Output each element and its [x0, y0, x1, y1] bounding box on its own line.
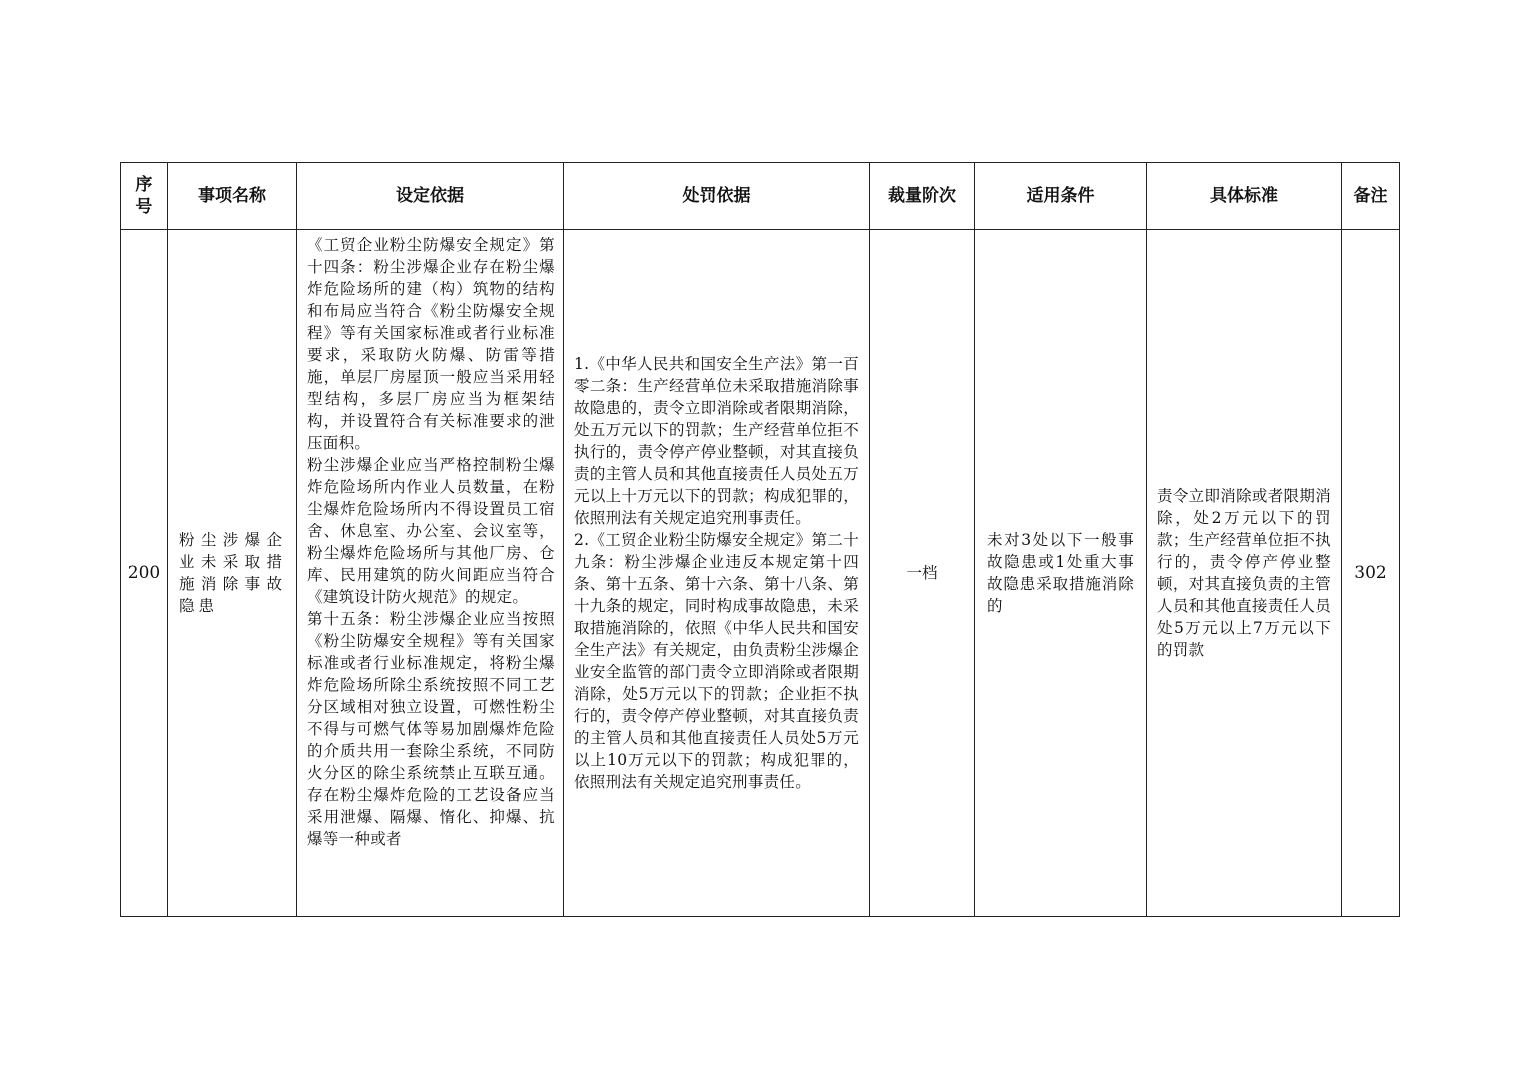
header-item-name: 事项名称 — [168, 163, 297, 230]
header-seq: 序 号 — [121, 163, 168, 230]
header-setting-basis: 设定依据 — [297, 163, 564, 230]
header-discretion-level: 裁量阶次 — [870, 163, 975, 230]
cell-penalty-basis — [564, 230, 870, 917]
regulation-table — [120, 162, 1400, 917]
table-header-row — [121, 163, 1400, 230]
setting-basis-text: 《工贸企业粉尘防爆安全规定》第十四条：粉尘涉爆企业存在粉尘爆炸危险场所的建（构）筑物的结构和布局应当符合《粉尘防爆安全规程》等有关国家标准或者行业标准要求，采取防火防爆、防雷等措施，单层厂房屋顶一般应当采用轻型结构，多层厂房应当为框架结构，并设置符合有关标准要求的泄压面积。 粉尘涉爆企业应当严格控制粉尘爆炸危险场所内作业人员数量，在粉尘爆炸危险场所内不得设置员工宿舍、休息室、办公室、会议室等，粉尘爆炸危险场所与其他厂房、仓库、民用建筑的防火间距应当符合《建筑设计防火规范》的规定。 第十五条：粉尘涉爆企业应当按照《粉尘防爆安全规程》等有关国家标准或者行业标准规定，将粉尘爆炸危险场所除尘系统按照不同工艺分区域相对独立设置，可燃性粉尘不得与可燃气体等易加剧爆炸危险的介质共用一套除尘系统，不同防火分区的除尘系统禁止互联互通。存在粉尘爆炸危险的工艺设备应当采用泄爆、隔爆、惰化、抑爆、抗爆等一种或者 — [307, 236, 555, 848]
applicable-conditions-text: 未对3处以下一般事故隐患或1处重大事故隐患采取措施消除的 — [987, 531, 1134, 615]
table-row — [121, 230, 1400, 917]
cell-item-name — [168, 230, 297, 917]
item-name-text: 粉尘涉爆企业未采取措施消除事故隐患 — [179, 531, 286, 615]
penalty-basis-text: 1.《中华人民共和国安全生产法》第一百零二条：生产经营单位未采取措施消除事故隐患的，责令立即消除或者限期消除，处五万元以下的罚款；生产经营单位拒不执行的，责令停产停业整顿，对其直接负责的主管人员和其他直接责任人员处五万元以上十万元以下的罚款；构成犯罪的，依照刑法有关规定追究刑事责任。 2.《工贸企业粉尘防爆安全规定》第二十九条：粉尘涉爆企业违反本规定第十四条、第十五条、第十六条、第十八条、第十九条的规定，同时构成事故隐患，未采取措施消除的，依照《中华人民共和国安全生产法》有关规定，由负责粉尘涉爆企业安全监管的部门责令立即消除或者限期消除，处5万元以下的罚款；企业拒不执行的，责令停产停业整顿，对其直接负责的主管人员和其他直接责任人员处5万元以上10万元以下的罚款；构成犯罪的，依照刑法有关规定追究刑事责任。 — [574, 355, 859, 791]
header-specific-standard: 具体标准 — [1147, 163, 1342, 230]
cell-discretion-level: 一档 — [870, 230, 975, 917]
header-remarks: 备注 — [1342, 163, 1400, 230]
header-penalty-basis: 处罚依据 — [564, 163, 870, 230]
cell-remarks: 302 — [1342, 230, 1400, 917]
specific-standard-text: 责令立即消除或者限期消除，处2万元以下的罚款；生产经营单位拒不执行的，责令停产停业整顿，对其直接负责的主管人员和其他直接责任人员处5万元以上7万元以下的罚款 — [1157, 487, 1331, 659]
cell-seq: 200 — [121, 230, 168, 917]
header-applicable-conditions: 适用条件 — [975, 163, 1147, 230]
cell-specific-standard — [1147, 230, 1342, 917]
cell-setting-basis — [297, 230, 564, 917]
cell-applicable-conditions — [975, 230, 1147, 917]
